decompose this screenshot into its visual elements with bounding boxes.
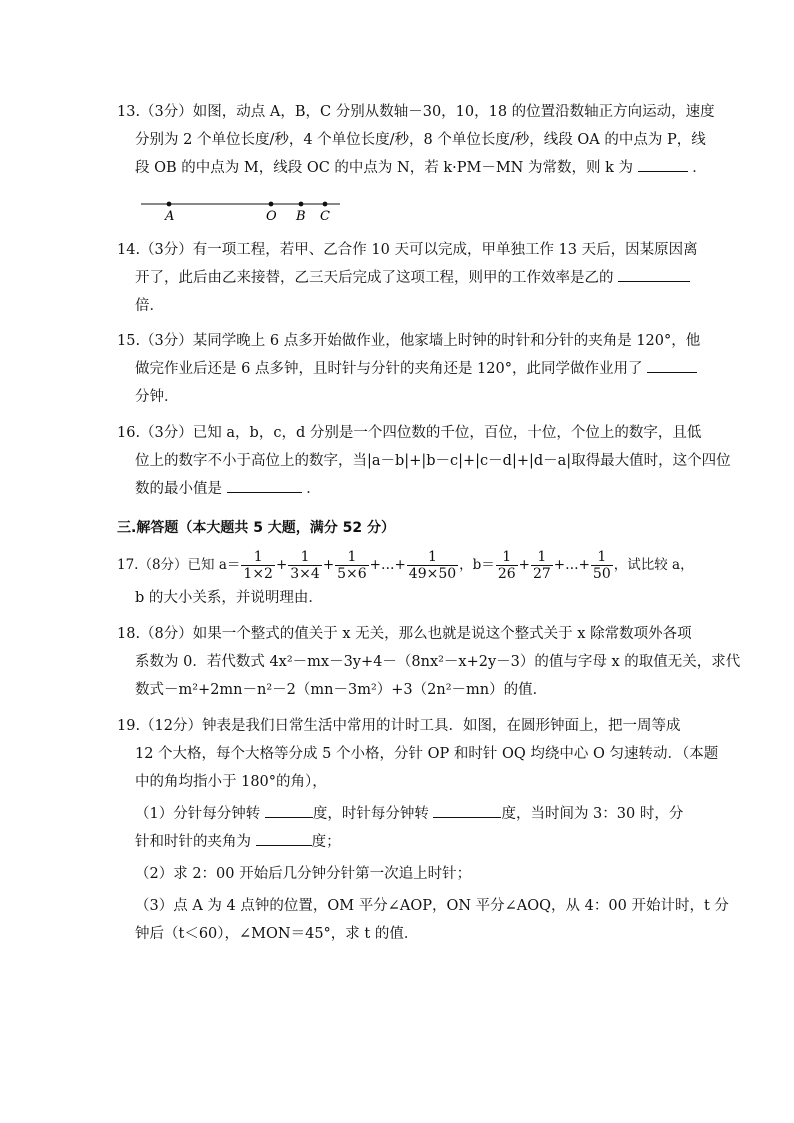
q15-line2 [117,355,677,383]
q16-line3-end: ． [306,481,321,497]
section-3-heading: 三.解答题（本大题共 5 大题，满分 52 分） [117,520,396,536]
q18-line2: 系数为 0．若代数式 4x²－mx－3y+4－（8nx²－x+2y－3）的值与字母 x 的取值无关，求代 [135,654,741,670]
question-18 [117,620,741,704]
label-a: A [165,209,175,224]
q14-answer-blank[interactable] [618,265,690,282]
q16-answer-blank[interactable] [227,476,302,493]
label-c: C [320,209,330,224]
q19-line2: 12 个大格，每个大格等分成 5 个小格，分针 OP 和时针 OQ 均绕中心 O 匀速转动．（本题 [135,746,719,762]
question-13 [117,98,715,182]
q17-prefix: 17.（8分）已知 a＝ [117,557,241,573]
number-line-figure [135,196,355,226]
q19-angle-blank[interactable] [256,829,312,846]
question-19 [117,712,729,948]
q13-line3-text: 段 OB 的中点为 M，线段 OC 的中点为 N，若 k·PM－MN 为常数，则 k 为 [135,160,633,176]
q19-part1-line2: 针和时针的夹角为 度； [117,828,677,856]
point-a-dot [167,202,172,207]
question-15 [117,327,701,411]
q17-dots-b: +…+ [553,557,590,573]
question-16 [117,419,731,503]
q17-frac-b3: $\frac{1}{50}$ [592,549,611,582]
q19-line3: 中的角均指小于 180°的角）， [135,774,327,790]
point-b-dot [299,202,304,207]
q19-hour-hand-blank[interactable] [433,801,501,818]
q14-line2-text: 开了，此后由乙来接替，乙三天后完成了这项工程，则甲的工作效率是乙的 [135,270,614,286]
q17-frac-4: $\frac{1}{49\times 50}$ [408,549,457,582]
q16-line3 [117,475,677,503]
q17-suffix: ，试比较 a， [613,557,694,573]
label-o: O [266,209,277,224]
q17-frac-1: $\frac{1}{1\times 2}$ [243,549,273,582]
q14-line1: 14.（3分）有一项工程，若甲、乙合作 10 天可以完成，甲单独工作 13 天后，因某原因离 [117,242,698,258]
label-b: B [296,209,306,224]
q13-answer-blank[interactable] [638,155,688,172]
q16-line2: 位上的数字不小于高位上的数字，当|a－b|+|b－c|+|c－d|+|d－a|取得最大值时，这个四位 [135,453,731,469]
q17-frac-b1: $\frac{1}{26}$ [497,549,516,582]
q19-part1-line1: （1）分针每分钟转 度，时针每分钟转 度，当时间为 3：30 时，分 [117,800,677,828]
q16-line1: 16.（3分）已知 a，b，c，d 分别是一个四位数的千位，百位，十位，个位上的数字，且低 [117,425,702,441]
q17-line2: b 的大小关系，并说明理由． [135,590,323,606]
q17-frac-b2: $\frac{1}{27}$ [532,549,551,582]
q14-line3: 倍． [135,298,164,314]
q15-line2-text: 做完作业后还是 6 点多钟，且时针与分针的夹角还是 120°，此同学做作业用了 [135,361,643,377]
q15-line3: 分钟． [135,389,179,405]
q19-part3-line2: 钟后（t＜60），∠MON＝45°，求 t 的值． [135,926,419,942]
q13-line2: 分别为 2 个单位长度/秒，4 个单位长度/秒，8 个单位长度/秒，线段 OA 的中点为 P，线 [135,132,706,148]
point-o-dot [269,202,274,207]
q14-line2 [117,264,677,292]
q17-line1: 17.（8分）已知 a＝ $\frac{1}{1\times 2}$ + $\frac{1}{3\times 4}$ + $\frac{1}{5\times 6}$ +…+ $\frac{1}{49\times 50}$ ，b＝ $\frac{1}{26}$ + $\frac{1}{27}$ +…+ $\frac{1}{50}$ ，试比较 a， [117,549,694,582]
question-17 [117,546,694,612]
q16-line3-text: 数的最小值是 [135,481,222,497]
q18-line1: 18.（8分）如果一个整式的值关于 x 无关，那么也就是说这个整式关于 x 除常数项外各项 [117,626,692,642]
q15-line1: 15.（3分）某同学晚上 6 点多开始做作业，他家墙上时钟的时针和分针的夹角是 120°，他 [117,333,701,349]
question-14 [117,236,698,320]
q19-minute-hand-blank[interactable] [265,801,313,818]
q17-dots-a: +…+ [369,557,406,573]
q18-line3: 数式－m²+2mn－n²－2（mn－3m²）+3（2n²－mn）的值． [135,682,548,698]
point-c-dot [323,202,328,207]
q13-line3 [117,154,707,182]
q17-mid: ，b＝ [459,557,495,573]
q17-frac-3: $\frac{1}{5\times 6}$ [337,549,367,582]
q19-line1: 19.（12分）钟表是我们日常生活中常用的计时工具．如图，在圆形钟面上，把一周等成 [117,718,681,734]
q19-part2: （2）求 2：00 开始后几分钟分针第一次追上时针； [135,866,472,882]
q17-frac-2: $\frac{1}{3\times 4}$ [290,549,320,582]
q19-part3-line1: （3）点 A 为 4 点钟的位置，OM 平分∠AOP，ON 平分∠AOQ，从 4：00 开始计时，t 分 [135,898,729,914]
q13-line3-end: ． [692,160,707,176]
q15-answer-blank[interactable] [647,356,697,373]
q13-line1: 13.（3分）如图，动点 A，B，C 分别从数轴－30，10，18 的位置沿数轴正方向运动，速度 [117,104,715,120]
